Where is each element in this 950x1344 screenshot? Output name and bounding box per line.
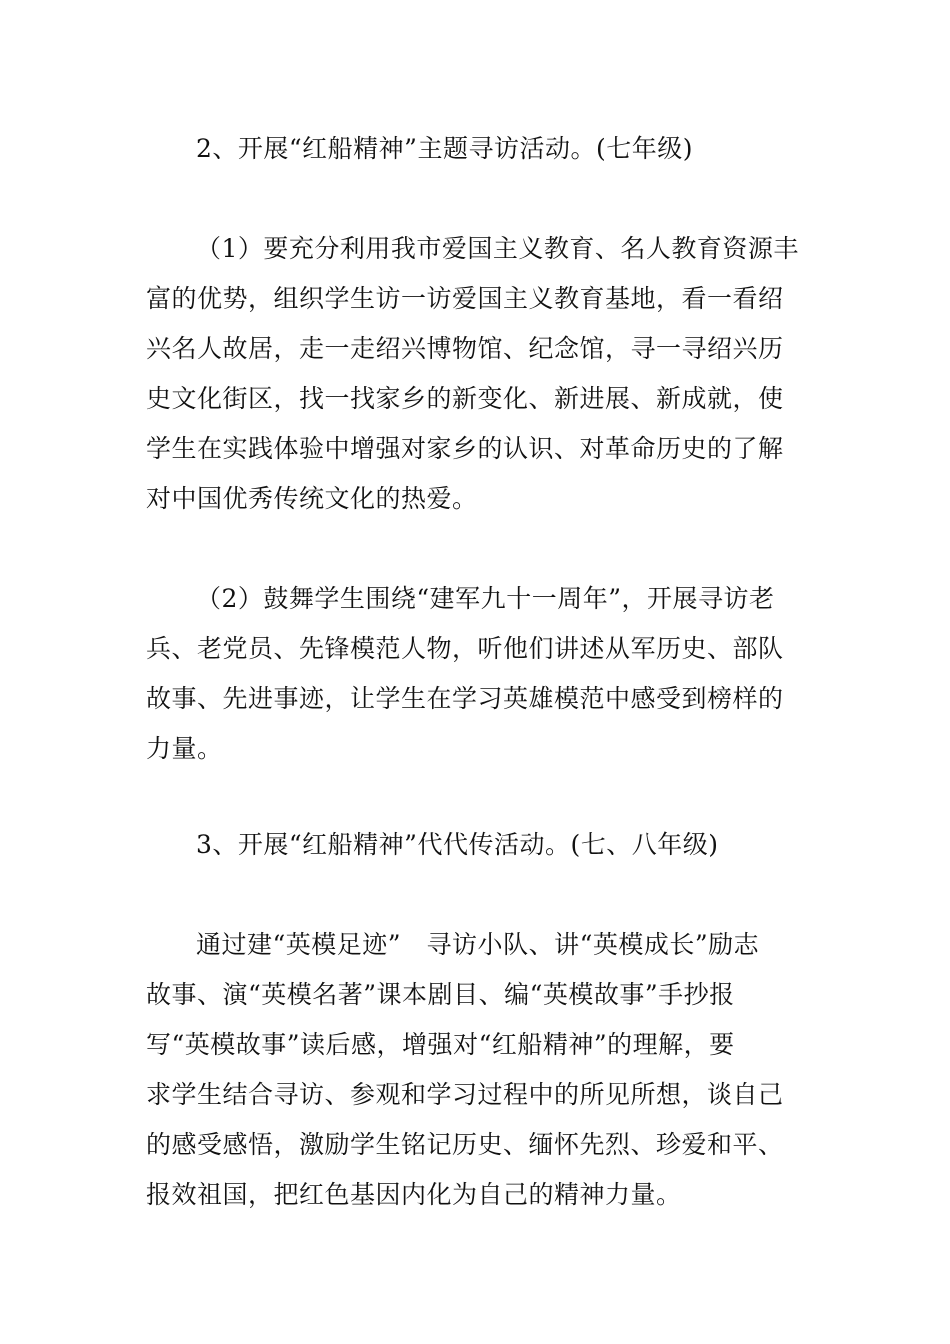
text-line: （1）要充分利用我市爱国主义教育、名人教育资源丰 xyxy=(196,234,799,263)
text-line: 故事、演“英模名著”课本剧目、编“英模故事”手抄报 xyxy=(146,980,735,1009)
section-2-paragraph-2 xyxy=(146,574,808,774)
section-3-heading: 3、开展“红船精神”代代传活动。(七、八年级) xyxy=(196,830,719,859)
text-line: 求学生结合寻访、参观和学习过程中的所见所想，谈自己 xyxy=(146,1080,784,1109)
text-line: 的感受感悟，激励学生铭记历史、缅怀先烈、珍爱和平、 xyxy=(146,1130,784,1159)
section-2-paragraph-1 xyxy=(146,224,808,524)
text-line: （2）鼓舞学生围绕“建军九十一周年”，开展寻访老 xyxy=(196,584,775,613)
text-line: 写“英模故事”读后感，增强对“红船精神”的理解，要 xyxy=(146,1030,735,1059)
text-line: 报效祖国，把红色基因内化为自己的精神力量。 xyxy=(146,1180,682,1209)
text-line: 史文化街区，找一找家乡的新变化、新进展、新成就，使 xyxy=(146,384,784,413)
text-line: 兵、老党员、先锋模范人物，听他们讲述从军历史、部队 xyxy=(146,634,784,663)
section-2-heading: 2、开展“红船精神”主题寻访活动。(七年级) xyxy=(196,134,693,163)
text-line: 学生在实践体验中增强对家乡的认识、对革命历史的了解 xyxy=(146,434,784,463)
section-3-paragraph-1 xyxy=(146,920,808,1220)
text-line: 力量。 xyxy=(146,734,223,763)
text-line: 对中国优秀传统文化的热爱。 xyxy=(146,484,478,513)
text-line: 富的优势，组织学生访一访爱国主义教育基地，看一看绍 xyxy=(146,284,784,313)
text-line: 兴名人故居，走一走绍兴博物馆、纪念馆，寻一寻绍兴历 xyxy=(146,334,784,363)
text-line: 通过建“英模足迹” 寻访小队、讲“英模成长”励志 xyxy=(196,930,760,959)
text-line: 故事、先进事迹，让学生在学习英雄模范中感受到榜样的 xyxy=(146,684,784,713)
